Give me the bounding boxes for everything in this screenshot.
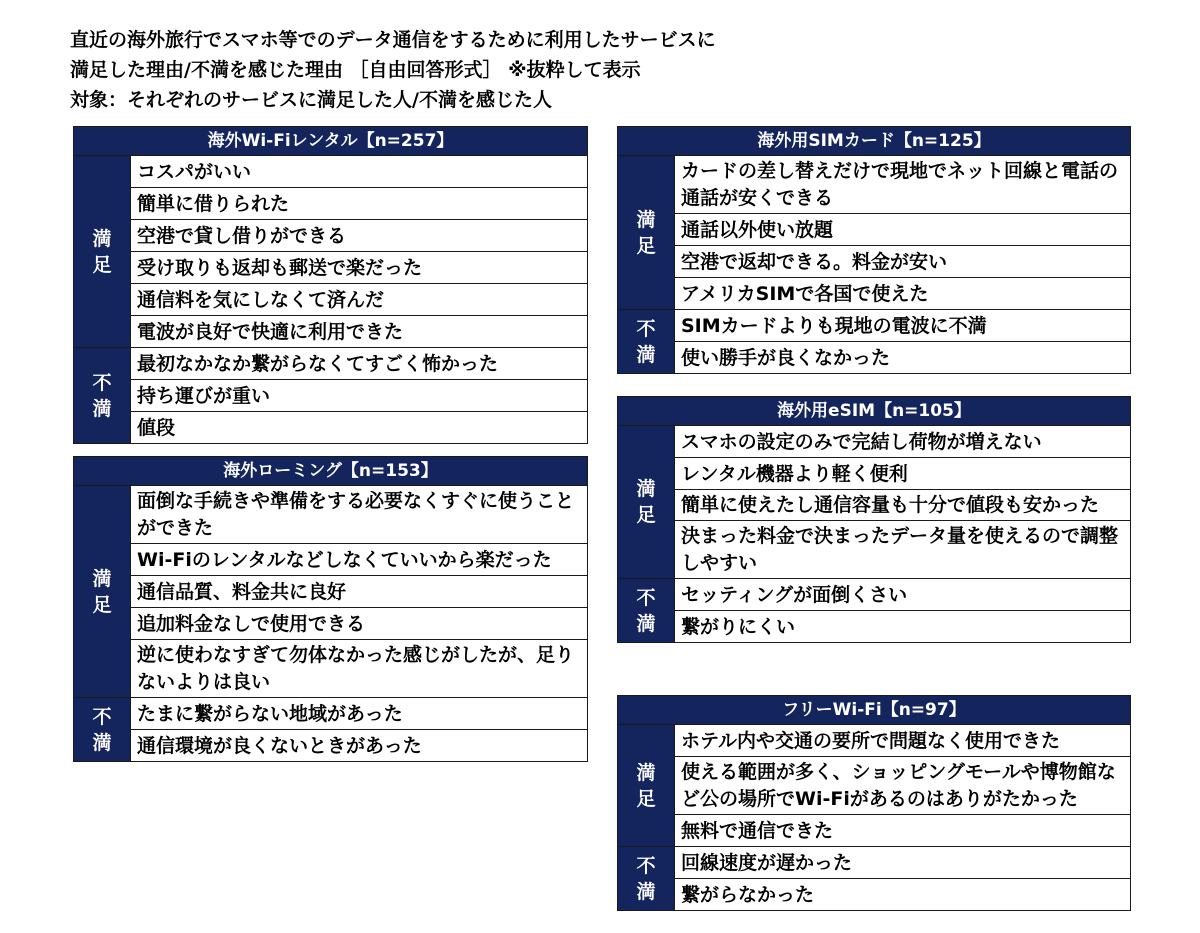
panel-header: 海外用SIMカード【n=125】 [618,127,1130,156]
list-item: SIMカードよりも現地の電波に不満 [681,315,987,337]
panel-roaming [73,456,588,762]
dissatisfied-group [618,309,1130,373]
list-item: 簡単に借りられた [131,187,587,219]
list-item: 面倒な手続きや準備をする必要なくすぐに使うことができた [137,490,575,539]
list-item: 逆に使わなすぎて勿体なかった感じがしたが、足りないよりは良い [131,639,587,697]
satisfied-group [618,156,1130,309]
satisfied-group [618,426,1130,578]
dissatisfied-label: 不満 [618,579,675,642]
list-item: 追加料金なしで使用できる [131,607,587,639]
list-item: Wi-Fiのレンタルなどしなくていいから楽だった [131,543,587,575]
panel-wifi-rental [73,126,588,444]
panel-free-wifi [617,695,1131,911]
panel-sim-card [617,126,1131,374]
panel-esim [617,396,1131,643]
list-item: 空港で貸し借りができる [131,219,587,251]
satisfied-group [74,486,587,697]
list-item: 回線速度が遅かった [681,852,853,874]
list-item: 繋がりにくい [675,610,1130,642]
list-item: 受け取りも返却も郵送で楽だった [131,251,587,283]
satisfied-label: 満足 [618,426,675,578]
list-item: 通信品質、料金共に良好 [131,575,587,607]
dissatisfied-group [74,697,587,761]
dissatisfied-label: 不満 [618,847,675,910]
list-item: たまに繋がらない地域があった [137,703,403,725]
list-item: 通信環境が良くないときがあった [131,729,587,761]
list-item: セッティングが面倒くさい [681,584,908,606]
satisfied-label: 満足 [74,156,131,347]
satisfied-group [74,156,587,347]
list-item: ホテル内や交通の要所で問題なく使用できた [681,730,1061,752]
satisfied-label: 満足 [618,156,675,309]
dissatisfied-label: 不満 [74,348,131,443]
list-item: スマホの設定のみで完結し荷物が増えない [681,431,1042,453]
list-item: 最初なかなか繋がらなくてすごく怖かった [137,353,499,375]
panel-header: 海外Wi-Fiレンタル【n=257】 [74,127,587,156]
list-item: レンタル機器より軽く便利 [675,457,1130,489]
list-item: 繋がらなかった [675,878,1130,910]
panel-header: フリーWi-Fi【n=97】 [618,696,1130,725]
list-item: 電波が良好で快適に利用できた [131,315,587,347]
dissatisfied-label: 不満 [618,310,675,373]
list-item: 通話以外使い放題 [675,213,1130,245]
list-item: 決まった料金で決まったデータ量を使えるので調整しやすい [675,520,1130,578]
list-item: カードの差し替えだけで現地でネット回線と電話の通話が安くできる [681,160,1119,209]
list-item: 使える範囲が多く、ショッピングモールや博物館など公の場所でWi-Fiがあるのはありがたかった [675,756,1130,814]
dissatisfied-group [618,578,1130,642]
list-item: アメリカSIMで各国で使えた [675,277,1130,309]
list-item: 値段 [131,411,587,443]
list-item: 簡単に使えたし通信容量も十分で値段も安かった [675,489,1130,520]
satisfied-group [618,725,1130,846]
list-item: 無料で通信できた [675,814,1130,846]
title-line-3: 対象：それぞれのサービスに満足した人/不満を感じた人 [70,89,552,111]
dissatisfied-label: 不満 [74,698,131,761]
dissatisfied-group [618,846,1130,910]
title-line-1: 直近の海外旅行でスマホ等でのデータ通信をするために利用したサービスに [70,29,716,51]
panel-header: 海外ローミング【n=153】 [74,457,587,486]
list-item: 通信料を気にしなくて済んだ [131,283,587,315]
page-title [70,25,716,115]
title-line-2: 満足した理由/不満を感じた理由 ［自由回答形式］ ※抜粋して表示 [70,59,641,81]
list-item: コスパがいい [137,161,252,183]
satisfied-label: 満足 [618,725,675,846]
list-item: 空港で返却できる。料金が安い [675,245,1130,277]
dissatisfied-group [74,347,587,443]
list-item: 持ち運びが重い [131,379,587,411]
list-item: 使い勝手が良くなかった [675,341,1130,373]
panel-header: 海外用eSIM【n=105】 [618,397,1130,426]
satisfied-label: 満足 [74,486,131,697]
